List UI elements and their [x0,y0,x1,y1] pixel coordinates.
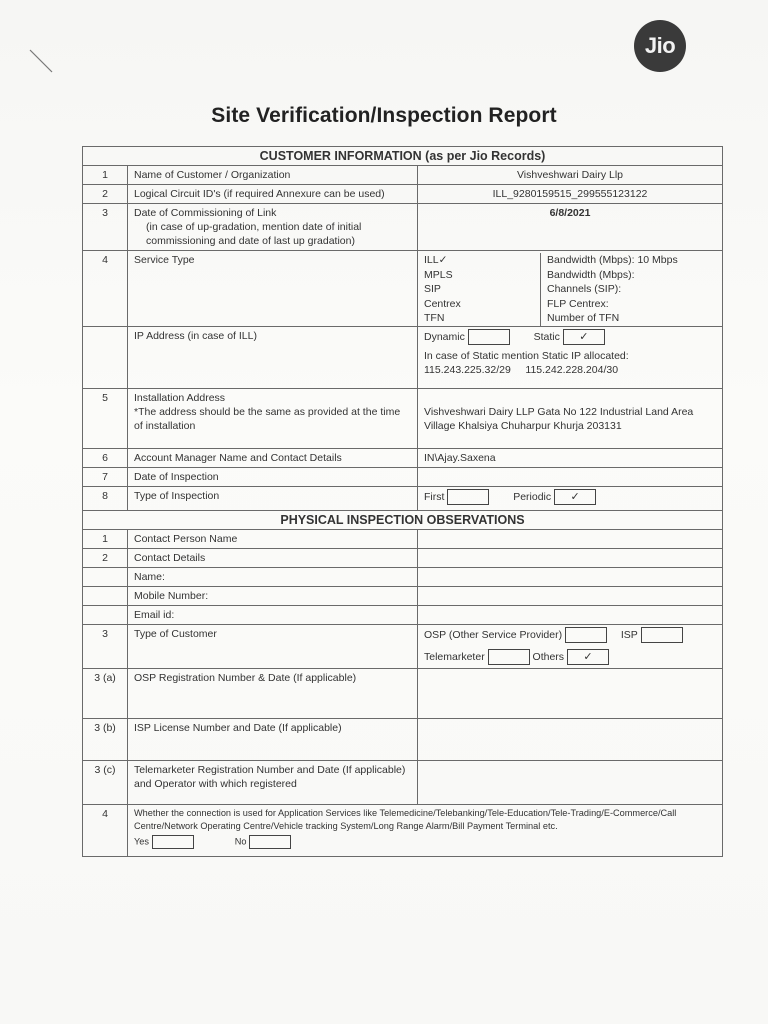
row-number [83,326,128,388]
row-number: 3 (a) [83,668,128,718]
circuit-id-value[interactable]: ILL_9280159515_299555123122 [418,185,723,204]
table-row [83,804,723,856]
service-type-option[interactable]: MPLS [424,268,453,281]
row-label: Type of Inspection [128,486,418,510]
installation-note: *The address should be the same as provided at the time of installation [134,405,401,432]
application-services-question: Whether the connection is used for Application Services like Telemedicine/Telebanking/Tele-Education/Tele-Trading/E-Commerce/Call Centre/Network Operating Centre/Vehicle tracking System/Long Range Alarm/Bill Payment Terminal etc. [134,807,677,831]
table-row [83,204,723,251]
service-type-option[interactable]: ILL✓ [424,254,448,266]
osp-label: OSP (Other Service Provider) [424,628,563,641]
table-row [83,529,723,548]
row-label: Logical Circuit ID's (if required Annexure can be used) [128,185,418,204]
isp-checkbox[interactable] [641,627,683,643]
row-label: Email id: [128,605,418,624]
others-checkbox[interactable]: ✓ [567,649,609,665]
service-detail-list [547,253,722,326]
osp-registration-value[interactable] [418,668,723,718]
telemarketer-registration-value[interactable] [418,760,723,804]
dynamic-label: Dynamic [424,330,465,343]
no-label: No [234,835,247,846]
telemarketer-label: Telemarketer [424,650,485,663]
row-label: IP Address (in case of ILL) [128,326,418,388]
table-row [83,760,723,804]
mobile-number-value[interactable] [418,586,723,605]
row-number: 1 [83,529,128,548]
ip-address-cell [418,326,723,388]
first-checkbox[interactable] [447,489,489,505]
periodic-checkbox[interactable]: ✓ [554,489,596,505]
row-label: Date of Inspection [128,467,418,486]
service-type-cell [418,251,723,327]
table-row [83,467,723,486]
table-row [83,251,723,327]
commissioning-label: Date of Commissioning of Link [134,207,277,219]
row-number: 1 [83,166,128,185]
installation-label: Installation Address [134,391,226,404]
contact-name-value[interactable] [418,567,723,586]
application-services-cell [128,804,723,856]
periodic-label: Periodic [513,490,552,503]
row-number: 3 [83,624,128,668]
row-number: 3 (b) [83,718,128,760]
row-number: 6 [83,448,128,467]
table-row [83,448,723,467]
table-row [83,567,723,586]
row-number: 2 [83,548,128,567]
jio-logo: Jio [634,20,686,72]
others-label: Others [532,650,565,663]
section-header-physical: PHYSICAL INSPECTION OBSERVATIONS [83,510,723,529]
row-label: Name of Customer / Organization [128,166,418,185]
row-number: 8 [83,486,128,510]
row-number [83,605,128,624]
isp-label: ISP [620,628,638,641]
row-number: 2 [83,185,128,204]
row-label: OSP Registration Number & Date (If applicable) [128,668,418,718]
row-label: Contact Details [128,548,418,567]
service-type-list [424,253,541,326]
yes-checkbox[interactable] [152,835,194,849]
scan-stroke-mark [28,48,58,78]
no-checkbox[interactable] [249,835,291,849]
row-label [128,204,418,251]
table-row [83,586,723,605]
service-type-option[interactable]: TFN [424,312,445,324]
table-row [83,166,723,185]
row-label: Account Manager Name and Contact Details [128,448,418,467]
commissioning-note: (in case of up-gradation, mention date of initial commissioning and date of last up gradation) [146,221,362,247]
account-manager-value[interactable]: IN\Ajay.Saxena [418,448,723,467]
row-number: 4 [83,804,128,856]
row-label: Mobile Number: [128,586,418,605]
service-detail[interactable]: Number of TFN [547,312,620,324]
customer-info-header-row [83,147,723,166]
table-row [83,718,723,760]
row-number: 4 [83,251,128,327]
dynamic-checkbox[interactable] [468,329,510,345]
row-label [128,388,418,448]
static-ip-values[interactable]: 115.243.225.32/29 115.242.228.204/30 [424,363,619,376]
service-detail[interactable]: FLP Centrex: [547,297,609,310]
row-label: ISP License Number and Date (If applicable) [128,718,418,760]
physical-inspection-header-row [83,510,723,529]
row-label: Service Type [128,251,418,327]
service-type-option[interactable]: Centrex [424,297,461,310]
table-row [83,668,723,718]
email-value[interactable] [418,605,723,624]
row-label: Type of Customer [128,624,418,668]
row-number [83,586,128,605]
service-detail[interactable]: Channels (SIP): [547,283,622,295]
row-number: 3 [83,204,128,251]
table-row [83,185,723,204]
row-number: 7 [83,467,128,486]
yes-label: Yes [134,835,149,846]
service-detail[interactable]: Bandwidth (Mbps): [547,268,635,281]
osp-checkbox[interactable] [565,627,607,643]
first-label: First [424,490,445,503]
contact-details-value[interactable] [418,548,723,567]
isp-license-value[interactable] [418,718,723,760]
static-label: Static [533,330,560,343]
row-label: Contact Person Name [128,529,418,548]
table-row [83,388,723,448]
installation-address-value[interactable]: Vishveshwari Dairy LLP Gata No 122 Industrial Land Area Village Khalsiya Chuharpur Khurja 203131 [418,388,723,448]
row-number [83,567,128,586]
service-type-option[interactable]: SIP [424,283,441,295]
commissioning-date-value[interactable]: 6/8/2021 [418,204,723,251]
table-row [83,605,723,624]
table-row [83,624,723,668]
table-row [83,548,723,567]
customer-type-cell [418,624,723,668]
row-number: 5 [83,388,128,448]
table-row [83,486,723,510]
table-row [83,326,723,388]
telemarketer-checkbox[interactable] [488,649,530,665]
report-form-table [82,146,723,857]
static-ip-note: In case of Static mention Static IP allocated: [424,349,629,362]
service-detail[interactable]: Bandwidth (Mbps): 10 Mbps [547,254,678,266]
static-checkbox[interactable]: ✓ [563,329,605,345]
contact-person-value[interactable] [418,529,723,548]
row-number: 3 (c) [83,760,128,804]
section-header-customer: CUSTOMER INFORMATION (as per Jio Records) [83,147,723,166]
page-title: Site Verification/Inspection Report [211,104,557,127]
inspection-date-value[interactable] [418,467,723,486]
row-label: Telemarketer Registration Number and Date (If applicable) and Operator with which registered [128,760,418,804]
customer-name-value[interactable]: Vishveshwari Dairy Llp [418,166,723,185]
inspection-type-cell [418,486,723,510]
row-label: Name: [128,567,418,586]
